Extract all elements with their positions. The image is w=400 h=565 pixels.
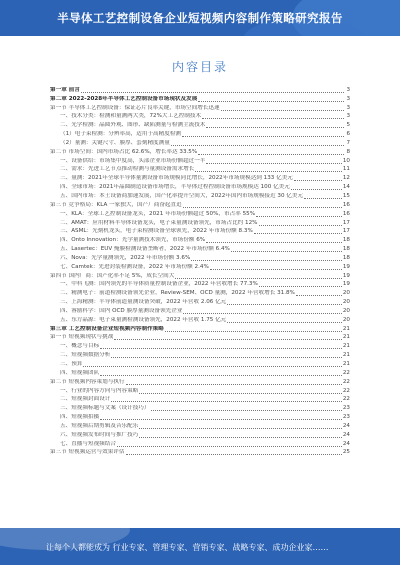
toc-page-number: 8 <box>346 148 350 155</box>
toc-entry-text: 四、Onto Innovation：光学量测技术领先，市场份额 6% <box>60 237 206 244</box>
toc-page-number: 22 <box>342 378 350 385</box>
toc-leader-dots <box>111 353 342 358</box>
toc-page-number: 3 <box>346 113 350 120</box>
toc-leader-dots <box>221 106 344 111</box>
toc-leader-dots <box>191 256 342 261</box>
toc-entry-text: 第三章 工艺控制设备企业短视频内容制作策略 <box>50 325 164 332</box>
toc-leader-dots <box>256 212 342 217</box>
toc-leader-dots <box>117 442 342 447</box>
toc-entry-text: 二、短视频数据分析 <box>60 352 111 359</box>
toc-page-number: 19 <box>342 263 350 270</box>
toc-page-number: 3 <box>346 95 350 102</box>
toc-page-number: 24 <box>342 431 350 438</box>
toc-leader-dots <box>304 194 342 199</box>
toc-entry[interactable] <box>50 182 350 191</box>
toc-entry[interactable] <box>50 280 350 289</box>
toc-entry-text: 六、Nova：光学量测领先，2022 年市场份额 3.6% <box>60 254 191 261</box>
toc-page-number: 3 <box>346 86 350 93</box>
toc-page-number: 18 <box>342 246 350 253</box>
toc-leader-dots <box>259 221 342 226</box>
toc-entry[interactable] <box>50 324 350 333</box>
toc-page-number: 12 <box>342 175 350 182</box>
toc-leader-dots <box>259 282 342 287</box>
toc-entry[interactable] <box>50 120 350 129</box>
toc-entry-text: 第四节 国内厂商：国产化率不足 5%，成长空间大 <box>50 272 175 279</box>
toc-leader-dots <box>100 371 342 376</box>
toc-entry-text: 二、精测电子：前道检测设备领先企业，Review-SEM、OCD 量测，2022 年营收增长 31.8% <box>60 290 295 297</box>
toc-leader-dots <box>210 265 342 270</box>
toc-entry-text: 四、睿励科学：国内 OCD 膜厚量测设备领先企业 <box>60 307 183 314</box>
toc-entry[interactable] <box>50 386 350 395</box>
toc-leader-dots <box>139 389 342 394</box>
toc-entry[interactable] <box>50 244 350 253</box>
toc-entry-text: 三、ASML：光刻机龙头，电子束检测设备全球领先，2022 年市场份额 8.3% <box>60 228 253 235</box>
toc-entry-text: 第三节 短视频运营与效果评估 <box>50 449 125 456</box>
toc-entry-text: 七、Camtek：先进封装检测设备，2022 年市场份额 2.4% <box>60 263 209 270</box>
toc-entry[interactable] <box>50 350 350 359</box>
toc-entry[interactable] <box>50 315 350 324</box>
toc-leader-dots <box>182 132 344 137</box>
toc-page-number: 23 <box>342 405 350 412</box>
toc-entry[interactable] <box>50 395 350 404</box>
toc-entry[interactable] <box>50 271 350 280</box>
toc-leader-dots <box>198 150 344 155</box>
toc-entry-text: 第二节 短视频内容策划与执行 <box>50 378 125 385</box>
toc-leader-dots <box>171 141 344 146</box>
toc-leader-dots <box>231 247 342 252</box>
toc-page-number: 21 <box>342 325 350 332</box>
toc-entry-text: 第二节 市场空间：国内市场占比 62.6%，增长率达 33.5% <box>50 148 198 155</box>
toc-page-number: 16 <box>342 210 350 217</box>
toc-entry[interactable] <box>50 103 350 112</box>
toc-page-number: 22 <box>342 369 350 376</box>
toc-entry[interactable] <box>50 421 350 430</box>
toc-entry-text: 四、短视频团队 <box>60 369 100 376</box>
toc-page-number: 11 <box>342 166 350 173</box>
toc-entry-text: 第一章 前言 <box>50 86 80 93</box>
toc-leader-dots <box>294 176 342 181</box>
toc-page-number: 20 <box>342 290 350 297</box>
toc-entry[interactable] <box>50 262 350 271</box>
toc-leader-dots <box>114 335 342 340</box>
toc-entry-text: 三、量测：2021年全球半导体量测设备市场规模同比增长，2022年市场规模达到 133 亿美元 <box>60 175 293 182</box>
toc-entry[interactable] <box>50 341 350 350</box>
toc-entry-text: 七、直播与短视频结合 <box>60 440 116 447</box>
toc-entry-text: 六、短视频发布时间与推广技巧 <box>60 431 139 438</box>
toc-heading: 内容目录 <box>171 60 228 74</box>
toc-leader-dots <box>126 380 342 385</box>
toc-leader-dots <box>206 238 342 243</box>
toc-entry[interactable] <box>50 359 350 368</box>
toc-leader-dots <box>227 300 342 305</box>
toc-leader-dots <box>206 123 344 128</box>
toc-entry[interactable] <box>50 156 350 165</box>
toc-entry[interactable] <box>50 333 350 342</box>
toc-entry[interactable] <box>50 235 350 244</box>
toc-leader-dots <box>291 185 342 190</box>
footer-slogan: 让每个人都能成为 行业专家、管理专家、营销专家、战略专家、成功企业家…… <box>46 543 329 552</box>
toc-entry[interactable] <box>50 403 350 412</box>
toc-leader-dots <box>202 114 344 119</box>
toc-entry-text: （2）量测：关键尺寸、膜厚、套刻精度测量 <box>60 139 170 146</box>
toc-page-number: 22 <box>342 396 350 403</box>
toc-leader-dots <box>175 274 342 279</box>
toc-page-number: 24 <box>342 440 350 447</box>
toc-entry-text: 第二章 2022-2028年半导体工艺控制设备市场现状及发展 <box>50 95 198 102</box>
toc-entry[interactable] <box>50 85 350 94</box>
toc-page-number: 20 <box>342 299 350 306</box>
toc-page-number: 19 <box>342 281 350 288</box>
toc-leader-dots <box>100 415 342 420</box>
toc-leader-dots <box>296 291 342 296</box>
toc-leader-dots <box>183 309 341 314</box>
toc-entry[interactable] <box>50 138 350 147</box>
toc-leader-dots <box>195 167 342 172</box>
toc-leader-dots <box>183 203 342 208</box>
toc-page-number: 20 <box>342 307 350 314</box>
toc-page-number: 10 <box>342 157 350 164</box>
toc-page-number: 19 <box>342 272 350 279</box>
toc-page-number: 3 <box>346 104 350 111</box>
toc-entry-text: 四、全球市场：2021年晶圆制造设备市场增长，半导体过程控制设备市场规模达 100 亿美元 <box>60 184 290 191</box>
toc-page-number: 14 <box>342 184 350 191</box>
toc-entry-text: 四、短视频拍摄 <box>60 414 100 421</box>
toc-entry-text: 一、技术分类：检测和量测两大类，72%大工艺控制技术 <box>60 113 202 120</box>
toc-page-number: 17 <box>342 219 350 226</box>
toc-entry[interactable] <box>50 218 350 227</box>
toc-entry[interactable] <box>50 448 350 457</box>
toc-leader-dots <box>126 450 342 455</box>
toc-entry[interactable] <box>50 209 350 218</box>
toc-page-number: 17 <box>342 228 350 235</box>
toc-leader-dots <box>206 159 341 164</box>
toc-leader-dots <box>227 318 342 323</box>
toc-page-number: 25 <box>342 449 350 456</box>
toc-entry[interactable] <box>50 377 350 386</box>
toc-entry[interactable] <box>50 165 350 174</box>
toc-leader-dots <box>151 406 342 411</box>
toc-entry-text: 五、Lasertec：EUV 掩膜检测设备垄断者，2022 年市场份额 6.4% <box>60 246 230 253</box>
toc-entry[interactable] <box>50 147 350 156</box>
toc-leader-dots <box>165 327 342 332</box>
toc-entry-text: （1）电子束检测：分辨率高，适用于高精度检测 <box>60 131 182 138</box>
toc-entry-text: 一、设备供给：市场集中度高，头部企业市场份额超过一半 <box>60 157 206 164</box>
toc-page-number: 22 <box>342 387 350 394</box>
toc-entry-text: 五、短视频后期剪辑及音乐配乐 <box>60 422 139 429</box>
toc-entry[interactable] <box>50 306 350 315</box>
toc-entry-text: 二、光学检测：晶圆外观、图形、缺陷测量与检测主流技术 <box>60 122 206 129</box>
report-title: 半导体工艺控制设备企业短视频内容制作策略研究报告 <box>57 11 343 25</box>
toc-entry[interactable] <box>50 94 350 103</box>
toc-entry-text: 第一节 半导体工艺控制设备：保证芯片良率关键，市场空间增长迅速 <box>50 104 220 111</box>
toc-leader-dots <box>139 433 342 438</box>
toc-entry[interactable] <box>50 430 350 439</box>
toc-page-number: 18 <box>342 237 350 244</box>
toc-page-number: 21 <box>342 361 350 367</box>
table-of-contents <box>50 85 350 456</box>
toc-entry-text: 三、上海精测：半导体前道量测设备突破，2022 年营收 2.06 亿元 <box>60 299 227 306</box>
toc-entry-text: 二、短视频封面设计 <box>60 396 111 403</box>
toc-leader-dots <box>81 88 344 93</box>
toc-entry-text: 第一节 短视频现状与挑战 <box>50 334 114 341</box>
page-header <box>0 0 400 36</box>
toc-leader-dots <box>198 97 344 102</box>
toc-entry-text: 一、KLA：全球工艺控制设备龙头，2021 年市场份额超过 50%，市占率 55% <box>60 210 256 217</box>
toc-entry-text: 一、概念与目标 <box>60 343 100 350</box>
toc-leader-dots <box>139 424 342 429</box>
toc-page-number: 21 <box>342 343 350 350</box>
toc-entry[interactable] <box>50 112 350 121</box>
toc-leader-dots <box>100 344 342 349</box>
toc-page-number: 5 <box>346 122 350 129</box>
toc-page-number: 7 <box>346 139 350 146</box>
toc-entry[interactable] <box>50 412 350 421</box>
toc-entry[interactable] <box>50 129 350 138</box>
toc-page-number: 23 <box>342 414 350 421</box>
toc-entry[interactable] <box>50 173 350 182</box>
toc-entry-text: 五、国内市场：本土设备商加速发展，国产化率提升空间大，2022年国内市场规模接近 30 亿美元 <box>60 192 304 199</box>
toc-page-number: 20 <box>342 316 350 323</box>
toc-entry[interactable] <box>50 191 350 200</box>
toc-entry[interactable] <box>50 288 350 297</box>
toc-entry[interactable] <box>50 253 350 262</box>
toc-entry-text: 三、预算 <box>60 361 83 367</box>
toc-entry[interactable] <box>50 439 350 448</box>
toc-page-number: 21 <box>342 334 350 341</box>
toc-entry-text: 第三节 竞争格局：KLA 一家独大，国产厂商奋起直追 <box>50 201 182 208</box>
toc-entry[interactable] <box>50 200 350 209</box>
toc-page-number: 24 <box>342 422 350 429</box>
toc-entry-text: 一、中科飞测：国内领先的半导体质量控制设备企业，2022 年营收增长 77.3% <box>60 281 258 288</box>
toc-page-number: 21 <box>342 352 350 359</box>
toc-leader-dots <box>83 362 341 367</box>
toc-entry[interactable] <box>50 297 350 306</box>
page-footer <box>0 528 400 565</box>
toc-entry[interactable] <box>50 227 350 236</box>
toc-page-number: 16 <box>342 201 350 208</box>
toc-page-number: 18 <box>342 254 350 261</box>
toc-entry-text: 一、行业的内容方向与内容策略 <box>60 387 139 394</box>
toc-leader-dots <box>111 397 342 402</box>
toc-entry-text: 二、需求：先进工艺节点推动检测与量测设备需求增长 <box>60 166 195 173</box>
toc-entry-text: 五、东方晶源：电子束量测检测设备领先，2022 年营收 1.75 亿元 <box>60 316 227 323</box>
toc-leader-dots <box>254 229 342 234</box>
toc-page-number: 15 <box>342 192 350 199</box>
toc-entry-text: 三、短视频标题与文案（设计技巧） <box>60 405 150 412</box>
toc-entry[interactable] <box>50 368 350 377</box>
toc-page-number: 6 <box>346 131 350 138</box>
toc-entry-text: 二、AMAT：应用材料半导体设备龙头，电子束量测设备领先，市场占比约 12% <box>60 219 258 226</box>
